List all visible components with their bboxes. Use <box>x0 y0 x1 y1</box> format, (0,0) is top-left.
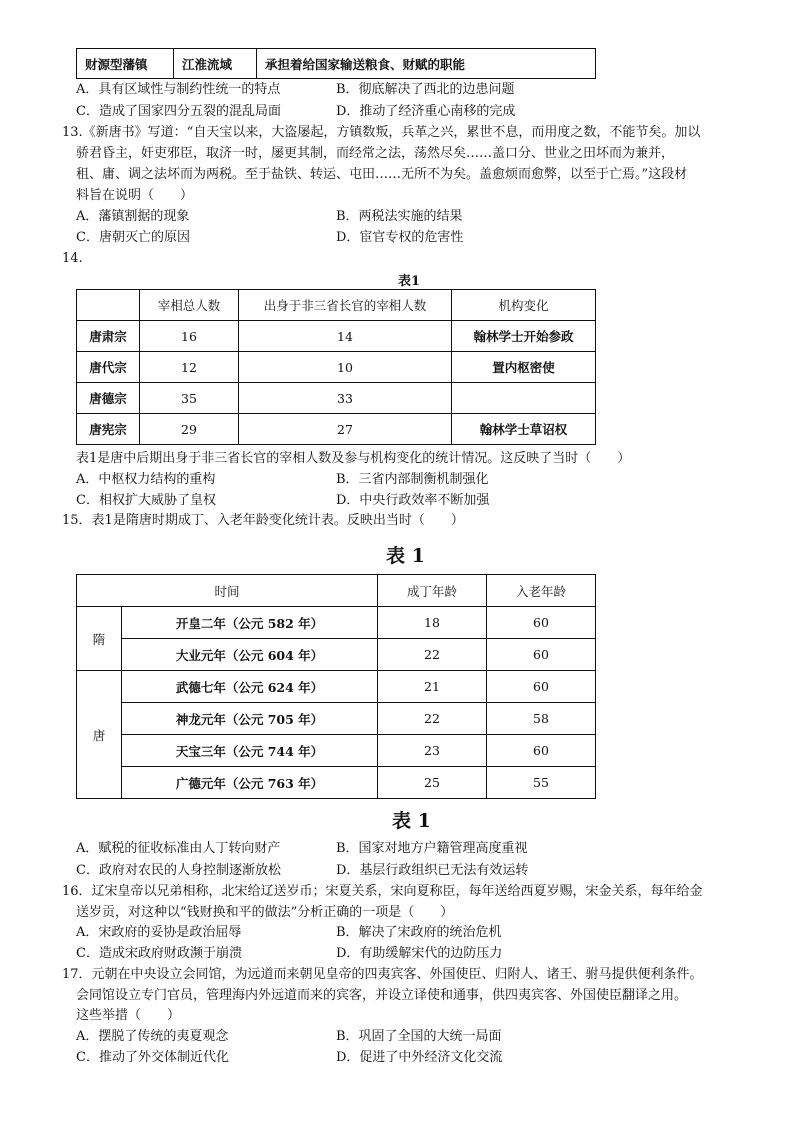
table-cell: 天宝三年（公元 744 年） <box>122 735 378 767</box>
table-row <box>77 735 596 767</box>
table-cell: 60 <box>487 639 596 671</box>
q14-option-a: A．中枢权力结构的重构 <box>76 472 216 487</box>
table-row <box>77 352 596 383</box>
q12-option-c: C．造成了国家四分五裂的混乱局面 <box>76 104 281 119</box>
q14-option-c: C．相权扩大威胁了皇权 <box>76 493 216 508</box>
table-row <box>77 49 596 79</box>
q16-option-c: C．造成宋政府财政濒于崩溃 <box>76 946 242 961</box>
q14-number: 14. <box>62 251 83 266</box>
q15-stem: 15．表1是隋唐时期成丁、入老年龄变化统计表。反映出当时（ ） <box>62 513 464 528</box>
table-cell: 22 <box>378 703 487 735</box>
table-cell: 33 <box>239 383 452 414</box>
table-cell: 12 <box>140 352 239 383</box>
q17-stem-line: 17．元朝在中央设立会同馆，为远道而来朝见皇帝的四夷宾客、外国使臣、归附人、诸王、驸马提供便利条件。 <box>62 967 703 982</box>
table-header: 出身于非三省长官的宰相人数 <box>239 290 452 321</box>
table-header: 时间 <box>77 575 378 607</box>
table-fragment <box>76 48 596 79</box>
table-cell: 60 <box>487 607 596 639</box>
table-cell: 承担着给国家输送粮食、财赋的职能 <box>257 49 596 79</box>
q15-option-c: C．政府对农民的人身控制逐渐放松 <box>76 863 281 878</box>
table-cell: 江淮流域 <box>174 49 257 79</box>
q16-option-b: B．解决了宋政府的统治危机 <box>336 925 502 940</box>
table-cell: 16 <box>140 321 239 352</box>
table-cell: 29 <box>140 414 239 445</box>
q15-table-caption-bottom: 表 1 <box>392 810 431 832</box>
q17-stem-line: 这些举措（ ） <box>76 1008 181 1023</box>
table-cell: 23 <box>378 735 487 767</box>
table-cell: 60 <box>487 671 596 703</box>
table-cell: 翰林学士开始参政 <box>452 321 596 352</box>
table-header: 宰相总人数 <box>140 290 239 321</box>
table-header: 成丁年龄 <box>378 575 487 607</box>
table-cell: 58 <box>487 703 596 735</box>
table-cell: 大业元年（公元 604 年） <box>122 639 378 671</box>
q13-option-a: A．藩镇割据的现象 <box>76 209 190 224</box>
table-cell <box>452 383 596 414</box>
q17-option-c: C．推动了外交体制近代化 <box>76 1050 229 1065</box>
table-cell: 唐肃宗 <box>77 321 140 352</box>
q13-stem-line: 13.《新唐书》写道：“自天宝以来，大盗屡起，方镇数叛，兵革之兴，累世不息，而用度之数，不能节矣。加以 <box>62 125 701 140</box>
q12-option-b: B．彻底解决了西北的边患问题 <box>336 82 515 97</box>
table-row <box>77 383 596 414</box>
q16-stem-line: 送岁贡，对这种以“钱财换和平的做法”分析正确的一项是（ ） <box>76 905 454 920</box>
q16-stem-line: 16．辽宋皇帝以兄弟相称，北宋给辽送岁币；宋夏关系，宋向夏称臣，每年送给西夏岁赐，宋金关系，每年给金 <box>62 884 703 899</box>
table-header: 机构变化 <box>452 290 596 321</box>
table-cell: 翰林学士草诏权 <box>452 414 596 445</box>
table-row <box>77 607 596 639</box>
table-cell: 唐德宗 <box>77 383 140 414</box>
table-cell: 55 <box>487 767 596 799</box>
q13-stem-line: 料旨在说明（ ） <box>76 188 194 203</box>
q14-table-caption: 表1 <box>398 274 421 289</box>
table-cell: 置内枢密使 <box>452 352 596 383</box>
table-header <box>77 290 140 321</box>
q17-option-a: A．摆脱了传统的夷夏观念 <box>76 1029 229 1044</box>
q13-option-c: C．唐朝灭亡的原因 <box>76 230 190 245</box>
q12-option-d: D．推动了经济重心南移的完成 <box>336 104 516 119</box>
q13-stem-line: 骄君昏主，奸吏邪臣，取济一时，屡更其制，而经常之法，荡然尽矣……盖口分、世业之田坏而为兼并， <box>76 146 675 161</box>
q15-table-caption: 表 1 <box>386 545 425 567</box>
table-cell: 唐代宗 <box>77 352 140 383</box>
q14-table <box>76 289 596 445</box>
table-row <box>77 321 596 352</box>
table-header-row <box>77 575 596 607</box>
table-cell: 10 <box>239 352 452 383</box>
table-cell: 14 <box>239 321 452 352</box>
table-header-row <box>77 290 596 321</box>
table-cell: 35 <box>140 383 239 414</box>
table-cell: 22 <box>378 639 487 671</box>
dynasty-cell: 隋 <box>77 607 122 671</box>
table-cell: 唐宪宗 <box>77 414 140 445</box>
q12-option-a: A．具有区域性与制约性统一的特点 <box>76 82 281 97</box>
table-row <box>77 414 596 445</box>
q17-option-d: D．促进了中外经济文化交流 <box>336 1050 503 1065</box>
q16-option-a: A．宋政府的妥协是政治屈辱 <box>76 925 242 940</box>
table-cell: 武德七年（公元 624 年） <box>122 671 378 703</box>
table-cell: 21 <box>378 671 487 703</box>
table-row <box>77 767 596 799</box>
table-row <box>77 639 596 671</box>
q15-option-a: A．赋税的征收标准由人丁转向财产 <box>76 841 281 856</box>
q14-option-d: D．中央行政效率不断加强 <box>336 493 490 508</box>
q15-table <box>76 574 596 799</box>
table-cell: 财源型藩镇 <box>77 49 174 79</box>
table-cell: 25 <box>378 767 487 799</box>
q13-stem-line: 租、庸、调之法坏而为两税。至于盐铁、转运、屯田……无所不为矣。盖愈烦而愈弊，以至于亡焉。”这段材 <box>76 167 688 182</box>
q15-option-d: D．基层行政组织已无法有效运转 <box>336 863 529 878</box>
q14-option-b: B．三省内部制衡机制强化 <box>336 472 489 487</box>
table-cell: 广德元年（公元 763 年） <box>122 767 378 799</box>
q14-stem: 表1是唐中后期出身于非三省长官的宰相人数及参与机构变化的统计情况。这反映了当时（ ） <box>76 451 631 466</box>
q13-option-b: B．两税法实施的结果 <box>336 209 463 224</box>
q13-option-d: D．宦官专权的危害性 <box>336 230 464 245</box>
table-header: 入老年龄 <box>487 575 596 607</box>
table-cell: 神龙元年（公元 705 年） <box>122 703 378 735</box>
table-cell: 开皇二年（公元 582 年） <box>122 607 378 639</box>
q16-option-d: D．有助缓解宋代的边防压力 <box>336 946 503 961</box>
q15-option-b: B．国家对地方户籍管理高度重视 <box>336 841 528 856</box>
table-cell: 27 <box>239 414 452 445</box>
dynasty-cell: 唐 <box>77 671 122 799</box>
table-row <box>77 671 596 703</box>
table-cell: 60 <box>487 735 596 767</box>
q17-stem-line: 会同馆设立专门官员，管理海内外远道而来的宾客，并设立译使和通事，供四夷宾客、外国使臣翻译之用。 <box>76 988 688 1003</box>
table-cell: 18 <box>378 607 487 639</box>
table-row <box>77 703 596 735</box>
q17-option-b: B．巩固了全国的大统一局面 <box>336 1029 502 1044</box>
